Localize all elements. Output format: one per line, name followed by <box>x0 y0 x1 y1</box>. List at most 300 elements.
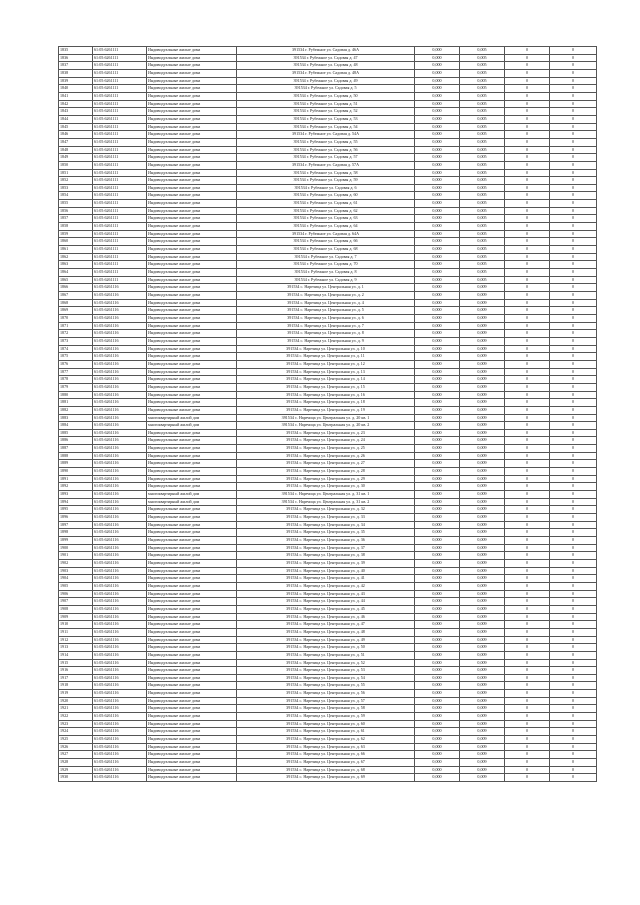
value-cell-4: 0 <box>550 651 597 659</box>
value-cell-2: 0,009 <box>460 475 505 483</box>
cadastral-number-cell: 61:05:6261116 <box>93 337 147 345</box>
value-cell-2: 0,009 <box>460 598 505 606</box>
value-cell-3: 0 <box>505 491 550 499</box>
value-cell-2: 0,005 <box>460 54 505 62</box>
row-number-cell: 1835 <box>59 47 93 55</box>
cadastral-number-cell: 61:05:6261116 <box>93 491 147 499</box>
cadastral-number-cell: 61:05:6261111 <box>93 100 147 108</box>
value-cell-3: 0 <box>505 284 550 292</box>
object-type-cell: Индивидуальные жилые дома <box>147 131 237 139</box>
address-cell: 391534 с. Наречица ул. Центральная ул. д. 26 <box>237 452 415 460</box>
value-cell-4: 0 <box>550 169 597 177</box>
address-cell: 391534 г. Рубежное ул. Садовая д. 70 <box>237 261 415 269</box>
value-cell-2: 0,005 <box>460 154 505 162</box>
row-number-cell: 1866 <box>59 284 93 292</box>
address-cell: 391534 с. Наречица ул. Центральная ул. д. 57 <box>237 697 415 705</box>
cadastral-number-cell: 61:05:6261111 <box>93 223 147 231</box>
table-row <box>59 47 597 55</box>
cadastral-number-cell: 61:05:6261111 <box>93 115 147 123</box>
value-cell-3: 0 <box>505 705 550 713</box>
address-cell: 391534 с. Наречица ул. Центральная ул. д. 58 <box>237 705 415 713</box>
cadastral-number-cell: 61:05:6261116 <box>93 460 147 468</box>
cadastral-number-cell: 61:05:6261116 <box>93 598 147 606</box>
value-cell-3: 0 <box>505 246 550 254</box>
object-type-cell: Индивидуальные жилые дома <box>147 207 237 215</box>
cadastral-number-cell: 61:05:6261111 <box>93 261 147 269</box>
table-row <box>59 261 597 269</box>
value-cell-2: 0,005 <box>460 77 505 85</box>
object-type-cell: Индивидуальные жилые дома <box>147 774 237 782</box>
table-row <box>59 437 597 445</box>
address-cell: 391534 с. Наречица ул. Центральная ул. д. 36 <box>237 537 415 545</box>
value-cell-3: 0 <box>505 192 550 200</box>
object-type-cell: Индивидуальные жилые дома <box>147 345 237 353</box>
value-cell-4: 0 <box>550 77 597 85</box>
cadastral-number-cell: 61:05:6261111 <box>93 215 147 223</box>
value-cell-3: 0 <box>505 92 550 100</box>
table-body <box>59 47 597 782</box>
value-cell-3: 0 <box>505 713 550 721</box>
cadastral-number-cell: 61:05:6261116 <box>93 552 147 560</box>
table-row <box>59 544 597 552</box>
address-cell: 391534 с. Наречица ул. Центральная ул. д. 10 <box>237 345 415 353</box>
table-row <box>59 774 597 782</box>
value-cell-1: 0,000 <box>415 766 460 774</box>
value-cell-4: 0 <box>550 92 597 100</box>
value-cell-4: 0 <box>550 743 597 751</box>
object-type-cell: Индивидуальные жилые дома <box>147 292 237 300</box>
table-row <box>59 491 597 499</box>
value-cell-1: 0,000 <box>415 47 460 55</box>
value-cell-3: 0 <box>505 253 550 261</box>
table-row <box>59 184 597 192</box>
cadastral-number-cell: 61:05:6261116 <box>93 314 147 322</box>
value-cell-3: 0 <box>505 506 550 514</box>
value-cell-3: 0 <box>505 575 550 583</box>
row-number-cell: 1894 <box>59 498 93 506</box>
cadastral-number-cell: 61:05:6261116 <box>93 559 147 567</box>
value-cell-2: 0,009 <box>460 690 505 698</box>
table-row <box>59 552 597 560</box>
value-cell-2: 0,005 <box>460 108 505 116</box>
table-row <box>59 582 597 590</box>
row-number-cell: 1922 <box>59 713 93 721</box>
cadastral-number-cell: 61:05:6261116 <box>93 299 147 307</box>
object-type-cell: Индивидуальные жилые дома <box>147 269 237 277</box>
address-cell: 391534 с. Наречица ул. Центральная ул. д. 39 <box>237 559 415 567</box>
value-cell-2: 0,005 <box>460 269 505 277</box>
row-number-cell: 1900 <box>59 544 93 552</box>
address-cell: 391534 с. Наречица ул. Центральная ул. д. 46 <box>237 613 415 621</box>
address-cell: 391534 с. Наречица ул. Центральная ул. д. 48 <box>237 628 415 636</box>
row-number-cell: 1929 <box>59 766 93 774</box>
address-cell: 391534 с. Наречица ул. Центральная ул. д. 28 <box>237 468 415 476</box>
row-number-cell: 1887 <box>59 445 93 453</box>
value-cell-3: 0 <box>505 720 550 728</box>
value-cell-4: 0 <box>550 521 597 529</box>
value-cell-2: 0,005 <box>460 207 505 215</box>
address-cell: 391534 г. Рубежное ул. Садовая д. 64 <box>237 223 415 231</box>
address-cell: 391534 с. Наречица ул. Центральная ул. д. 31 кв. 2 <box>237 498 415 506</box>
table-row <box>59 659 597 667</box>
table-row <box>59 674 597 682</box>
value-cell-3: 0 <box>505 169 550 177</box>
object-type-cell: Индивидуальные жилые дома <box>147 230 237 238</box>
value-cell-1: 0,000 <box>415 131 460 139</box>
object-type-cell: Индивидуальные жилые дома <box>147 529 237 537</box>
value-cell-4: 0 <box>550 391 597 399</box>
object-type-cell: Индивидуальные жилые дома <box>147 674 237 682</box>
value-cell-2: 0,009 <box>460 360 505 368</box>
value-cell-4: 0 <box>550 674 597 682</box>
value-cell-2: 0,009 <box>460 674 505 682</box>
object-type-cell: Индивидуальные жилые дома <box>147 567 237 575</box>
table-row <box>59 77 597 85</box>
object-type-cell: Индивидуальные жилые дома <box>147 406 237 414</box>
address-cell: 391534 г. Рубежное ул. Садовая д. 54 <box>237 123 415 131</box>
object-type-cell: Индивидуальные жилые дома <box>147 705 237 713</box>
table-row <box>59 521 597 529</box>
table-row <box>59 391 597 399</box>
value-cell-3: 0 <box>505 452 550 460</box>
cadastral-number-cell: 61:05:6261116 <box>93 429 147 437</box>
row-number-cell: 1901 <box>59 552 93 560</box>
value-cell-2: 0,005 <box>460 69 505 77</box>
object-type-cell: Индивидуальные жилые дома <box>147 751 237 759</box>
value-cell-3: 0 <box>505 422 550 430</box>
row-number-cell: 1891 <box>59 475 93 483</box>
object-type-cell: Индивидуальные жилые дома <box>147 123 237 131</box>
value-cell-4: 0 <box>550 422 597 430</box>
value-cell-4: 0 <box>550 345 597 353</box>
cadastral-number-cell: 61:05:6261116 <box>93 644 147 652</box>
address-cell: 391534 с. Наречица ул. Центральная ул. д. 42 <box>237 582 415 590</box>
value-cell-4: 0 <box>550 621 597 629</box>
value-cell-2: 0,005 <box>460 177 505 185</box>
address-cell: 391534 с. Наречица ул. Центральная ул. д. 44 <box>237 598 415 606</box>
value-cell-3: 0 <box>505 498 550 506</box>
value-cell-4: 0 <box>550 146 597 154</box>
table-row <box>59 230 597 238</box>
value-cell-4: 0 <box>550 192 597 200</box>
cadastral-number-cell: 61:05:6261116 <box>93 537 147 545</box>
value-cell-3: 0 <box>505 690 550 698</box>
value-cell-3: 0 <box>505 77 550 85</box>
value-cell-2: 0,009 <box>460 429 505 437</box>
value-cell-4: 0 <box>550 322 597 330</box>
value-cell-1: 0,000 <box>415 621 460 629</box>
row-number-cell: 1843 <box>59 108 93 116</box>
value-cell-2: 0,009 <box>460 460 505 468</box>
table-row <box>59 161 597 169</box>
address-cell: 391534 с. Наречица ул. Центральная ул. д. 11 <box>237 353 415 361</box>
table-row <box>59 69 597 77</box>
value-cell-4: 0 <box>550 567 597 575</box>
value-cell-4: 0 <box>550 460 597 468</box>
table-row <box>59 743 597 751</box>
object-type-cell: Индивидуальные жилые дома <box>147 667 237 675</box>
cadastral-number-cell: 61:05:6261116 <box>93 391 147 399</box>
table-row <box>59 223 597 231</box>
cadastral-number-cell: 61:05:6261116 <box>93 284 147 292</box>
value-cell-4: 0 <box>550 62 597 70</box>
address-cell: 391534 с. Наречица ул. Центральная ул. д. 9 <box>237 337 415 345</box>
row-number-cell: 1907 <box>59 598 93 606</box>
value-cell-2: 0,009 <box>460 514 505 522</box>
row-number-cell: 1889 <box>59 460 93 468</box>
row-number-cell: 1912 <box>59 636 93 644</box>
cadastral-number-cell: 61:05:6261111 <box>93 69 147 77</box>
table-row <box>59 284 597 292</box>
object-type-cell: Индивидуальные жилые дома <box>147 330 237 338</box>
value-cell-4: 0 <box>550 659 597 667</box>
address-cell: 391534 г. Рубежное ул. Садовая д. 58 <box>237 169 415 177</box>
cadastral-number-cell: 61:05:6261116 <box>93 353 147 361</box>
address-cell: 391534 с. Наречица ул. Центральная ул. д. 1 <box>237 284 415 292</box>
table-row <box>59 330 597 338</box>
cadastral-number-cell: 61:05:6261116 <box>93 368 147 376</box>
table-row <box>59 667 597 675</box>
row-number-cell: 1881 <box>59 399 93 407</box>
address-cell: 391534 г. Рубежное ул. Садовая д. 6 <box>237 184 415 192</box>
address-cell: 391534 с. Наречица ул. Центральная ул. д. 55 <box>237 682 415 690</box>
table-row <box>59 751 597 759</box>
value-cell-4: 0 <box>550 552 597 560</box>
address-cell: 391534 с. Наречица ул. Центральная ул. д. 12 <box>237 360 415 368</box>
row-number-cell: 1868 <box>59 299 93 307</box>
value-cell-2: 0,005 <box>460 276 505 284</box>
value-cell-1: 0,000 <box>415 537 460 545</box>
value-cell-1: 0,000 <box>415 521 460 529</box>
table-row <box>59 628 597 636</box>
cadastral-number-cell: 61:05:6261116 <box>93 468 147 476</box>
value-cell-3: 0 <box>505 529 550 537</box>
address-cell: 391534 г. Рубежное ул. Садовая д. 57 <box>237 154 415 162</box>
table-row <box>59 621 597 629</box>
table-row <box>59 468 597 476</box>
value-cell-1: 0,000 <box>415 759 460 767</box>
row-number-cell: 1903 <box>59 567 93 575</box>
value-cell-3: 0 <box>505 667 550 675</box>
value-cell-2: 0,005 <box>460 123 505 131</box>
address-cell: 391534 г. Рубежное ул. Садовая д. 49 <box>237 77 415 85</box>
row-number-cell: 1867 <box>59 292 93 300</box>
cadastral-number-cell: 61:05:6261111 <box>93 269 147 277</box>
cadastral-number-cell: 61:05:6261116 <box>93 567 147 575</box>
value-cell-3: 0 <box>505 108 550 116</box>
object-type-cell: Индивидуальные жилые дома <box>147 54 237 62</box>
address-cell: 391534 с. Наречица ул. Центральная ул. д. 59 <box>237 713 415 721</box>
value-cell-1: 0,000 <box>415 269 460 277</box>
address-cell: 391534 с. Наречица ул. Центральная ул. д. 7 <box>237 322 415 330</box>
row-number-cell: 1860 <box>59 238 93 246</box>
value-cell-2: 0,009 <box>460 307 505 315</box>
table-row <box>59 314 597 322</box>
value-cell-3: 0 <box>505 360 550 368</box>
table-row <box>59 644 597 652</box>
address-cell: 391534 с. Наречица ул. Центральная ул. д. 24 <box>237 437 415 445</box>
address-cell: 391534 с. Наречица ул. Центральная ул. д. 61 <box>237 728 415 736</box>
cadastral-number-cell: 61:05:6261111 <box>93 276 147 284</box>
value-cell-1: 0,000 <box>415 376 460 384</box>
value-cell-2: 0,009 <box>460 590 505 598</box>
value-cell-3: 0 <box>505 514 550 522</box>
cadastral-number-cell: 61:05:6261116 <box>93 736 147 744</box>
address-cell: 391534 г. Рубежное ул. Садовая д. 55 <box>237 138 415 146</box>
object-type-cell: Индивидуальные жилые дома <box>147 77 237 85</box>
address-cell: 391534 с. Наречица ул. Центральная ул. д. 66 <box>237 751 415 759</box>
value-cell-3: 0 <box>505 123 550 131</box>
value-cell-2: 0,005 <box>460 100 505 108</box>
table-row <box>59 636 597 644</box>
cadastral-number-cell: 61:05:6261111 <box>93 146 147 154</box>
cadastral-number-cell: 61:05:6261111 <box>93 85 147 93</box>
value-cell-1: 0,000 <box>415 582 460 590</box>
address-cell: 391534 г. Рубежное ул. Садовая д. 62 <box>237 207 415 215</box>
value-cell-2: 0,009 <box>460 292 505 300</box>
value-cell-3: 0 <box>505 154 550 162</box>
table-row <box>59 108 597 116</box>
table-row <box>59 207 597 215</box>
value-cell-3: 0 <box>505 644 550 652</box>
value-cell-3: 0 <box>505 353 550 361</box>
value-cell-1: 0,000 <box>415 184 460 192</box>
address-cell: 391534 с. Наречица ул. Центральная ул. д. 4 <box>237 299 415 307</box>
address-cell: 391534 г. Рубежное ул. Садовая д. 48А <box>237 69 415 77</box>
address-cell: 391534 с. Наречица ул. Центральная ул. д. 63 <box>237 743 415 751</box>
value-cell-4: 0 <box>550 360 597 368</box>
value-cell-2: 0,009 <box>460 720 505 728</box>
value-cell-4: 0 <box>550 667 597 675</box>
value-cell-1: 0,000 <box>415 100 460 108</box>
value-cell-4: 0 <box>550 215 597 223</box>
row-number-cell: 1913 <box>59 644 93 652</box>
value-cell-4: 0 <box>550 613 597 621</box>
value-cell-4: 0 <box>550 223 597 231</box>
value-cell-4: 0 <box>550 123 597 131</box>
row-number-cell: 1925 <box>59 736 93 744</box>
cadastral-number-cell: 61:05:6261111 <box>93 47 147 55</box>
cadastral-number-cell: 61:05:6261116 <box>93 506 147 514</box>
value-cell-2: 0,009 <box>460 582 505 590</box>
value-cell-1: 0,000 <box>415 253 460 261</box>
value-cell-1: 0,000 <box>415 498 460 506</box>
address-cell: 391534 с. Наречица ул. Центральная ул. д. 41 <box>237 575 415 583</box>
value-cell-2: 0,009 <box>460 651 505 659</box>
value-cell-1: 0,000 <box>415 314 460 322</box>
value-cell-2: 0,009 <box>460 406 505 414</box>
address-cell: 391534 с. Наречица ул. Центральная ул. д. 69 <box>237 774 415 782</box>
cadastral-number-cell: 61:05:6261116 <box>93 743 147 751</box>
value-cell-1: 0,000 <box>415 360 460 368</box>
cadastral-number-cell: 61:05:6261116 <box>93 659 147 667</box>
cadastral-number-cell: 61:05:6261116 <box>93 751 147 759</box>
row-number-cell: 1917 <box>59 674 93 682</box>
object-type-cell: Индивидуальные жилые дома <box>147 161 237 169</box>
row-number-cell: 1918 <box>59 682 93 690</box>
object-type-cell: Индивидуальные жилые дома <box>147 460 237 468</box>
value-cell-1: 0,000 <box>415 567 460 575</box>
value-cell-1: 0,000 <box>415 445 460 453</box>
value-cell-1: 0,000 <box>415 483 460 491</box>
object-type-cell: Индивидуальные жилые дома <box>147 276 237 284</box>
value-cell-3: 0 <box>505 598 550 606</box>
value-cell-2: 0,005 <box>460 131 505 139</box>
address-cell: 391534 г. Рубежное ул. Садовая д. 8 <box>237 269 415 277</box>
cadastral-number-cell: 61:05:6261116 <box>93 514 147 522</box>
row-number-cell: 1858 <box>59 223 93 231</box>
cadastral-number-cell: 61:05:6261116 <box>93 674 147 682</box>
cadastral-number-cell: 61:05:6261111 <box>93 54 147 62</box>
address-cell: 391534 с. Наречица ул. Центральная ул. д. 19 <box>237 406 415 414</box>
value-cell-3: 0 <box>505 299 550 307</box>
address-cell: 391534 с. Наречица ул. Центральная ул. д. 8 <box>237 330 415 338</box>
object-type-cell: Индивидуальные жилые дома <box>147 391 237 399</box>
value-cell-3: 0 <box>505 223 550 231</box>
value-cell-4: 0 <box>550 284 597 292</box>
cadastral-number-cell: 61:05:6261111 <box>93 192 147 200</box>
cadastral-number-cell: 61:05:6261111 <box>93 177 147 185</box>
value-cell-4: 0 <box>550 636 597 644</box>
object-type-cell: Индивидуальные жилые дома <box>147 605 237 613</box>
value-cell-2: 0,009 <box>460 537 505 545</box>
value-cell-1: 0,000 <box>415 667 460 675</box>
value-cell-4: 0 <box>550 115 597 123</box>
row-number-cell: 1926 <box>59 743 93 751</box>
address-cell: 391534 с. Наречица ул. Центральная ул. д. 34 <box>237 521 415 529</box>
object-type-cell: Индивидуальные жилые дома <box>147 154 237 162</box>
value-cell-3: 0 <box>505 682 550 690</box>
value-cell-4: 0 <box>550 491 597 499</box>
table-row <box>59 246 597 254</box>
object-type-cell: Индивидуальные жилые дома <box>147 368 237 376</box>
address-cell: 391534 г. Рубежное ул. Садовая д. 54А <box>237 131 415 139</box>
object-type-cell: Индивидуальные жилые дома <box>147 299 237 307</box>
row-number-cell: 1893 <box>59 491 93 499</box>
value-cell-2: 0,005 <box>460 138 505 146</box>
cadastral-number-cell: 61:05:6261116 <box>93 292 147 300</box>
value-cell-1: 0,000 <box>415 751 460 759</box>
table-row <box>59 368 597 376</box>
address-cell: 391534 с. Наречица ул. Центральная ул. д. 31 кв. 1 <box>237 491 415 499</box>
value-cell-1: 0,000 <box>415 92 460 100</box>
value-cell-4: 0 <box>550 292 597 300</box>
value-cell-1: 0,000 <box>415 414 460 422</box>
value-cell-2: 0,009 <box>460 621 505 629</box>
cadastral-number-cell: 61:05:6261116 <box>93 613 147 621</box>
row-number-cell: 1874 <box>59 345 93 353</box>
value-cell-4: 0 <box>550 368 597 376</box>
value-cell-1: 0,000 <box>415 108 460 116</box>
value-cell-4: 0 <box>550 529 597 537</box>
object-type-cell: Индивидуальные жилые дома <box>147 628 237 636</box>
cadastral-number-cell: 61:05:6261116 <box>93 651 147 659</box>
row-number-cell: 1906 <box>59 590 93 598</box>
value-cell-4: 0 <box>550 414 597 422</box>
object-type-cell: Индивидуальные жилые дома <box>147 146 237 154</box>
value-cell-1: 0,000 <box>415 613 460 621</box>
value-cell-4: 0 <box>550 544 597 552</box>
object-type-cell: Индивидуальные жилые дома <box>147 200 237 208</box>
value-cell-4: 0 <box>550 498 597 506</box>
value-cell-3: 0 <box>505 62 550 70</box>
value-cell-1: 0,000 <box>415 123 460 131</box>
cadastral-number-cell: 61:05:6261116 <box>93 544 147 552</box>
value-cell-2: 0,009 <box>460 345 505 353</box>
row-number-cell: 1861 <box>59 246 93 254</box>
value-cell-3: 0 <box>505 460 550 468</box>
value-cell-3: 0 <box>505 337 550 345</box>
